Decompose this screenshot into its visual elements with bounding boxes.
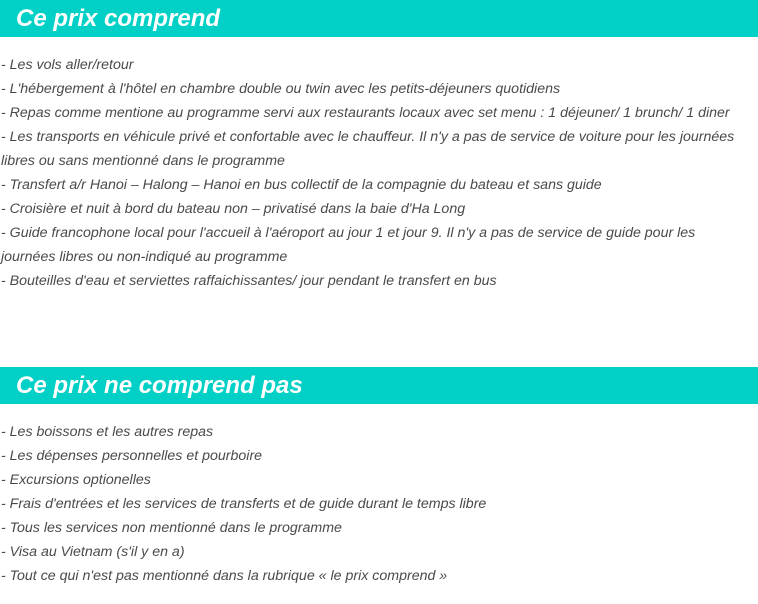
- list-item: - Les dépenses personnelles et pourboire: [1, 448, 263, 464]
- list-item: - Les vols aller/retour: [1, 57, 134, 73]
- price-excludes-list: [1, 420, 753, 588]
- list-item: - Tous les services non mentionné dans le programme: [1, 520, 342, 536]
- list-item: - Guide francophone local pour l'accueil à l'aéroport au jour 1 et jour 9. Il n'y a pas de service de guide pour les journées libres ou non-indiqué au programme: [1, 225, 696, 265]
- list-item: - Excursions optionelles: [1, 472, 151, 488]
- price-includes-heading: Ce prix comprend: [0, 0, 758, 37]
- list-item: - Bouteilles d'eau et serviettes raffaichissantes/ jour pendant le transfert en bus: [1, 273, 497, 289]
- list-item: - Transfert a/r Hanoi – Halong – Hanoi en bus collectif de la compagnie du bateau et sans guide: [1, 177, 602, 193]
- list-item: - Tout ce qui n'est pas mentionné dans la rubrique « le prix comprend »: [1, 568, 448, 584]
- price-includes-list: [1, 53, 753, 293]
- list-item: - L'hébergement à l'hôtel en chambre double ou twin avec les petits-déjeuners quotidiens: [1, 81, 561, 97]
- list-item: - Croisière et nuit à bord du bateau non – privatisé dans la baie d'Ha Long: [1, 201, 466, 217]
- list-item: - Les boissons et les autres repas: [1, 424, 214, 440]
- price-excludes-heading: Ce prix ne comprend pas: [0, 367, 758, 404]
- list-item: - Frais d'entrées et les services de transferts et de guide durant le temps libre: [1, 496, 487, 512]
- list-item: - Repas comme mentione au programme servi aux restaurants locaux avec set menu : 1 déjeuner/ 1 brunch/ 1 diner: [1, 105, 730, 121]
- list-item: - Visa au Vietnam (s'il y en a): [1, 544, 185, 560]
- list-item: - Les transports en véhicule privé et confortable avec le chauffeur. Il n'y a pas de service de voiture pour les journées libres ou sans mentionné dans le programme: [1, 129, 735, 169]
